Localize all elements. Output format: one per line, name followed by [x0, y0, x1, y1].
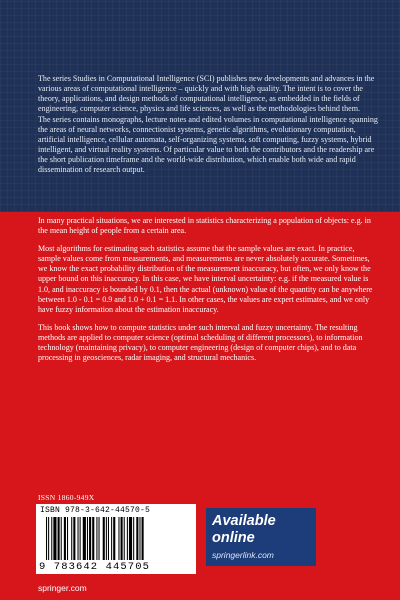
isbn-label: ISBN 978-3-642-44570-5 [40, 506, 151, 515]
barcode-bar [58, 517, 60, 560]
series-paragraph-1: The series Studies in Computational Intelligence (SCI) publishes new developments and advances in the various areas of computational intelligence – quickly and with high quality. The intent is to cover the theory, applications, and design methods of computational intelligence, as embedded in the fields of engineering, computer science, physics and life sciences, as well as the methodologies behind them. [38, 74, 375, 113]
barcode-bar [108, 517, 109, 560]
barcode-bar [111, 517, 112, 560]
badge-line-online: online [212, 530, 255, 546]
blurb-paragraph-3: This book shows how to compute statistics under such interval and fuzzy uncertainty. The resulting methods are applied to computer science (optimal scheduling of different processors), to information technology (maintaining privacy), to computer engineering (design of computer chips), and to data processing in geosciences, radar imaging, and structural mechanics. [38, 322, 363, 363]
barcode-bar [48, 517, 49, 560]
barcode-bar [61, 517, 62, 560]
barcode-bar [53, 517, 56, 560]
barcode-bar [142, 517, 144, 560]
isbn-barcode [36, 504, 196, 574]
barcode-bar [124, 517, 125, 560]
barcode-bar [118, 517, 119, 560]
barcode-bar [46, 517, 47, 560]
barcode-bar [64, 517, 66, 560]
badge-line-url: springerlink.com [212, 550, 274, 560]
barcode-bar [51, 517, 52, 560]
barcode-bar [87, 517, 88, 560]
blurb-paragraph-1: In many practical situations, we are interested in statistics characterizing a population of objects: e.g. in the mean height of people from a certain area. [38, 216, 371, 236]
issn-label: ISSN 1860-949X [38, 493, 95, 502]
series-description [38, 74, 378, 176]
barcode-bar [71, 517, 72, 560]
book-blurb [38, 216, 378, 371]
barcode-bar [73, 517, 75, 560]
barcode-bar [133, 517, 134, 560]
barcode-bar [99, 517, 100, 560]
barcode-bars [46, 517, 188, 560]
barcode-bar [83, 517, 86, 560]
barcode-bar [89, 517, 91, 560]
series-paragraph-2: The series contains monographs, lecture notes and edited volumes in computational intelligence spanning the areas of neural networks, connectionist systems, genetic algorithms, evolutionary computation, artificial intelligence, cellular automata, self-organizing systems, soft computing, fuzzy systems, hybrid intelligent, and virtual reality systems. Of particular value to both the contributors and the readership are the short publication timeframe and the world-wide distribution, which enable both wide and rapid dissemination of research output. [38, 115, 378, 174]
barcode-bar [80, 517, 81, 560]
barcode-bar [139, 517, 140, 560]
publisher-url: springer.com [38, 583, 87, 593]
barcode-number: 9 783642 445705 [39, 561, 151, 573]
barcode-bar [136, 517, 138, 560]
barcode-bar [129, 517, 132, 560]
barcode-bar [113, 517, 115, 560]
barcode-bar [67, 517, 68, 560]
barcode-bar [78, 517, 79, 560]
barcode-bar [92, 517, 94, 560]
barcode-bar [121, 517, 123, 560]
barcode-bar [127, 517, 128, 560]
available-online-badge [206, 508, 316, 566]
badge-line-available: Available [212, 513, 276, 529]
barcode-bar [106, 517, 107, 560]
barcode-bar [96, 517, 97, 560]
blurb-paragraph-2: Most algorithms for estimating such statistics assume that the sample values are exact. In practice, sample values come from measurements, and measurements are never absolutely accurate. Sometimes, we know the exact probability distribution of the measurement inaccuracy, but often, we only know the upper bound on this inaccuracy. In this case, we have interval uncertainty: e.g. if the measured value is 1.0, and inaccuracy is bounded by 0.1, then the actual (unknown) value of the quantity can be anywhere between 1.0 - 0.1 = 0.9 and 1.0 + 0.1 = 1.1. In other cases, the values are expert estimates, and we only have fuzzy information about the estimation inaccuracy. [38, 244, 373, 314]
barcode-bar [103, 517, 105, 560]
